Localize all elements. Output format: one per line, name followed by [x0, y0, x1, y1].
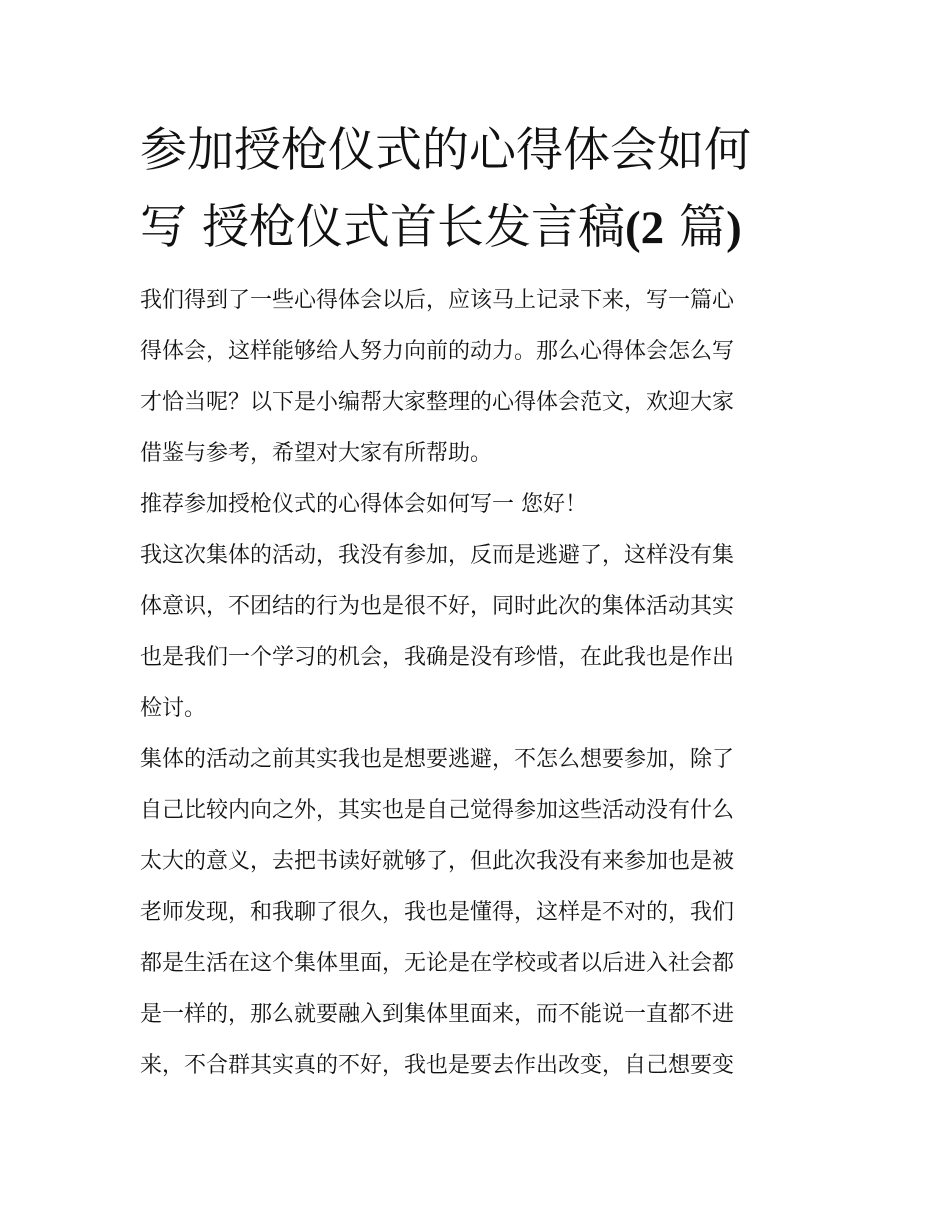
body-line: 推荐参加授枪仪式的心得体会如何写一 您好！: [140, 492, 587, 517]
body-line: 我这次集体的活动，我没有参加，反而是逃避了，这样没有集: [140, 543, 735, 568]
body-line: 我们得到了一些心得体会以后，应该马上记录下来，写一篇心: [140, 288, 735, 313]
title-line-2-close-paren: ): [726, 202, 742, 254]
body-line: 自己比较内向之外，其实也是自己觉得参加这些活动没有什么: [140, 798, 735, 823]
body-line: 才恰当呢？以下是小编帮大家整理的心得体会范文，欢迎大家: [140, 390, 735, 415]
title-line-2-number: (2: [624, 202, 665, 254]
body-line: 集体的活动之前其实我也是想要逃避，不怎么想要参加，除了: [140, 747, 735, 772]
title-line-2-text: 写 授枪仪式首长发言稿: [140, 200, 625, 255]
document-title: [140, 112, 820, 267]
title-line-1: 参加授枪仪式的心得体会如何: [140, 123, 751, 178]
body-line: 老师发现，和我聊了很久，我也是懂得，这样是不对的，我们: [140, 900, 735, 925]
title-line-2: [140, 189, 820, 267]
title-line-2-suffix: 篇: [664, 200, 727, 255]
body-line: 来，不合群其实真的不好，我也是要去作出改变，自己想要变: [140, 1053, 735, 1078]
document-body: [140, 280, 820, 1096]
body-line: 太大的意义，去把书读好就够了，但此次我没有来参加也是被: [140, 849, 735, 874]
body-line: 都是生活在这个集体里面，无论是在学校或者以后进入社会都: [140, 951, 735, 976]
body-line: 借鉴与参考，希望对大家有所帮助。: [140, 441, 493, 466]
body-line: 体意识，不团结的行为也是很不好，同时此次的集体活动其实: [140, 594, 735, 619]
body-line: 是一样的，那么就要融入到集体里面来，而不能说一直都不进: [140, 1002, 735, 1027]
body-line: 得体会，这样能够给人努力向前的动力。那么心得体会怎么写: [140, 339, 735, 364]
body-line: 检讨。: [140, 696, 207, 721]
body-line: 也是我们一个学习的机会，我确是没有珍惜，在此我也是作出: [140, 645, 735, 670]
